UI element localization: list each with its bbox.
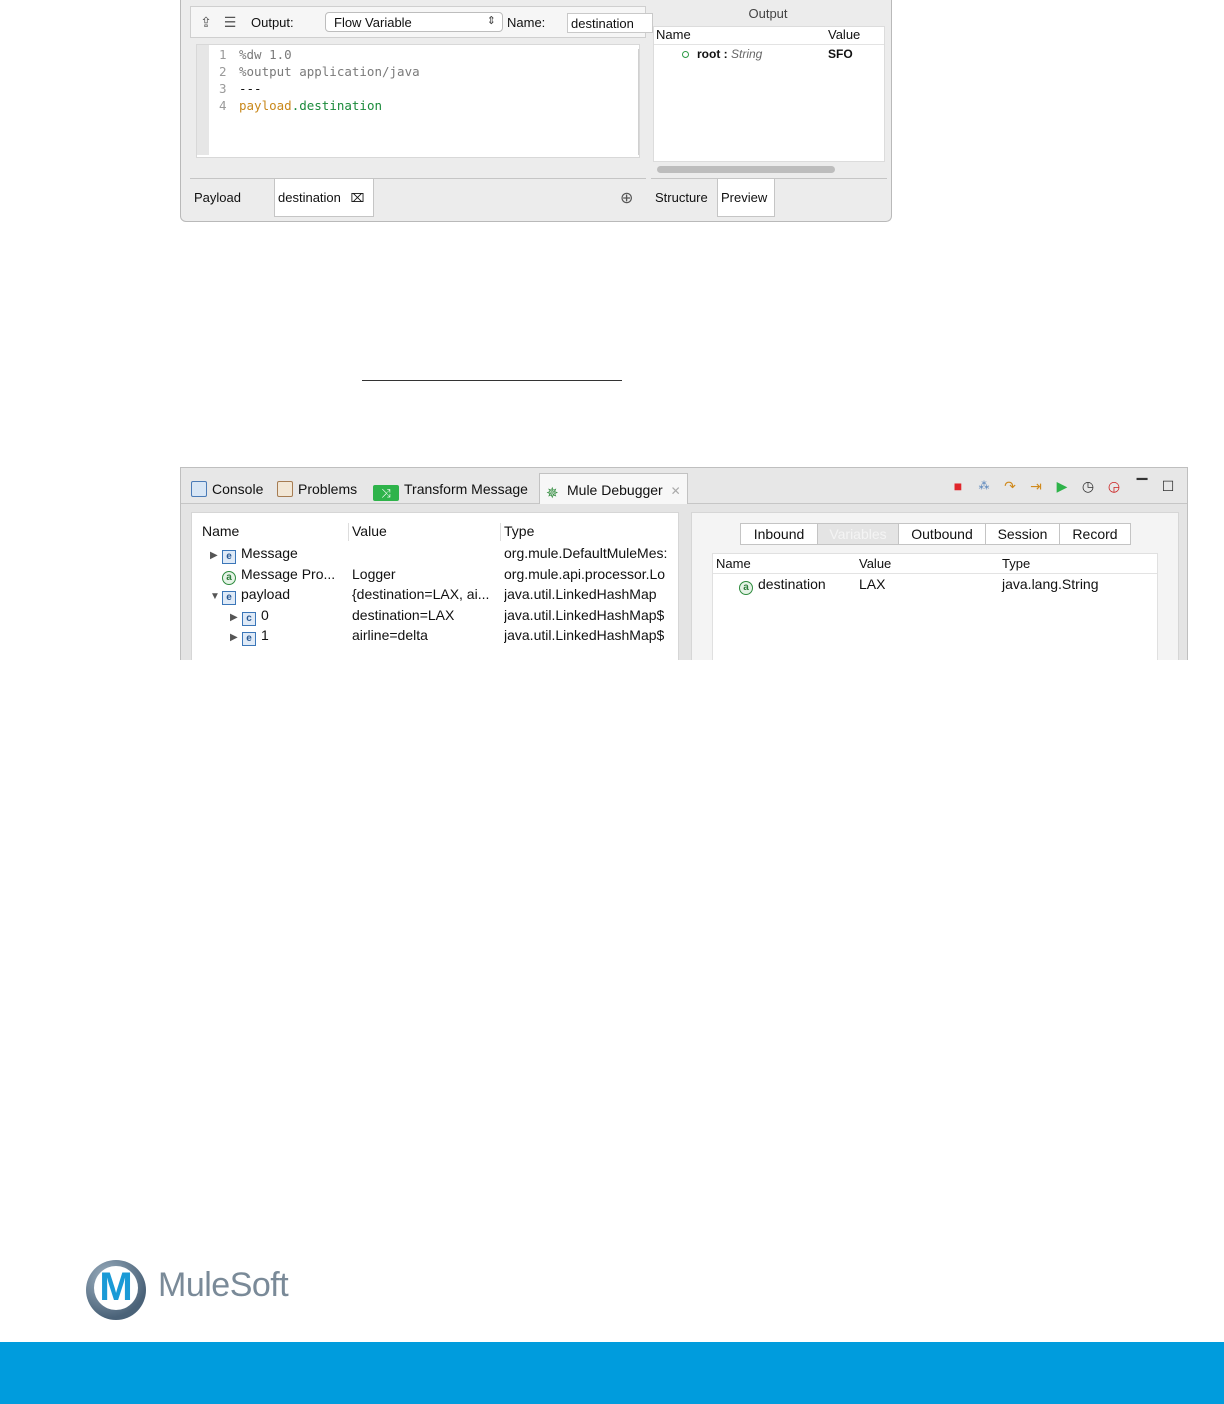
tree-row[interactable]: ▼ e payload xyxy=(210,586,291,603)
output-label: Output: xyxy=(251,15,294,30)
variable-name-input[interactable]: destination xyxy=(567,13,653,33)
script-editor-pane xyxy=(181,0,647,220)
transform-message-panel xyxy=(180,0,892,222)
cell-type: org.mule.api.processor.Lo xyxy=(504,566,666,582)
console-icon xyxy=(191,481,207,497)
debugger-bug-icon: ✵ xyxy=(546,485,559,502)
divider-line xyxy=(362,380,622,381)
code-line: 4 payload.destination xyxy=(219,98,382,113)
segment-inbound[interactable]: Inbound xyxy=(740,523,818,545)
add-tab-icon[interactable]: ⊕ xyxy=(620,190,634,207)
tree-row[interactable]: ▶ e 1 xyxy=(230,627,269,644)
clock-stop-icon[interactable]: ◶ xyxy=(1107,478,1121,494)
code-line: 3 --- xyxy=(219,81,262,96)
problems-icon xyxy=(277,481,293,497)
upload-icon[interactable]: ⇪ xyxy=(200,14,212,30)
expand-arrow-icon[interactable]: ▶ xyxy=(230,612,238,623)
debugger-window xyxy=(180,467,1188,660)
output-preview-pane xyxy=(651,0,891,220)
cell-type: java.util.LinkedHashMap xyxy=(504,586,657,602)
output-type-select[interactable] xyxy=(325,12,503,32)
tab-problems[interactable]: Problems xyxy=(271,473,363,504)
tab-transform-message[interactable]: ⤨ Transform Message xyxy=(367,473,534,504)
cell-type: org.mule.DefaultMuleMes: xyxy=(504,545,668,561)
transform-icon: ⤨ xyxy=(373,485,399,501)
evaluate-expression-icon[interactable]: ⁂ xyxy=(978,480,990,492)
segment-session[interactable]: Session xyxy=(985,523,1060,545)
row-value: SFO xyxy=(828,47,853,61)
segment-record[interactable]: Record xyxy=(1059,523,1131,545)
step-into-icon[interactable]: ⇥ xyxy=(1030,478,1042,494)
cell-value: airline=delta xyxy=(352,627,428,643)
m-letter-icon: M xyxy=(99,1265,133,1309)
node-icon xyxy=(682,51,689,58)
column-header-value: Value xyxy=(352,523,387,539)
minimize-icon[interactable]: ▔ xyxy=(1136,478,1148,494)
column-header-type: Type xyxy=(504,523,535,539)
element-icon: e xyxy=(222,591,236,605)
name-label: Name: xyxy=(507,15,546,30)
tree-row[interactable]: root : String xyxy=(682,47,762,61)
cell-value: destination=LAX xyxy=(352,607,455,623)
list-icon[interactable]: ☰ xyxy=(223,14,237,30)
close-tab-icon[interactable]: ⌧ xyxy=(350,191,365,205)
column-header-value: Value xyxy=(859,556,892,571)
tab-structure[interactable]: Structure xyxy=(655,190,708,205)
expand-arrow-icon[interactable]: ▶ xyxy=(210,550,218,561)
column-header-name: Name xyxy=(716,556,751,571)
expand-arrow-icon[interactable]: ▶ xyxy=(230,632,238,643)
tree-row[interactable]: a Message Pro... xyxy=(222,566,335,585)
cell-value: LAX xyxy=(859,576,886,592)
cell-value: {destination=LAX, ai... xyxy=(352,586,490,602)
element-icon: e xyxy=(242,632,256,646)
step-over-icon[interactable]: ↷ xyxy=(1004,478,1016,494)
select-arrows-icon: ⇕ xyxy=(486,15,496,27)
cell-type: java.util.LinkedHashMap$ xyxy=(504,607,665,623)
tree-row[interactable]: ▶ c 0 xyxy=(230,607,269,624)
footer-bar xyxy=(0,1342,1224,1404)
column-header-type: Type xyxy=(1002,556,1031,571)
attribute-icon: a xyxy=(739,581,753,595)
element-icon: c xyxy=(242,612,256,626)
input-tabs xyxy=(190,178,646,218)
code-line: 1 %dw 1.0 xyxy=(219,47,292,62)
maximize-icon[interactable]: ☐ xyxy=(1161,478,1175,494)
tab-preview[interactable]: Preview xyxy=(717,179,775,217)
tab-payload[interactable]: Payload xyxy=(194,190,241,205)
tab-console[interactable]: Console xyxy=(185,473,269,504)
tree-row[interactable]: ▶ e Message xyxy=(210,545,298,562)
variables-table xyxy=(712,553,1158,660)
transform-toolbar xyxy=(190,6,646,38)
attribute-icon: a xyxy=(222,571,236,585)
variables-pane xyxy=(691,512,1179,660)
tab-destination-label: destination xyxy=(278,190,341,205)
collapse-arrow-icon[interactable]: ▼ xyxy=(210,591,220,602)
clock-icon[interactable]: ◷ xyxy=(1081,478,1095,494)
logo-wordmark: MuleSoft xyxy=(158,1266,289,1304)
column-header-value: Value xyxy=(828,27,861,42)
tab-mule-debugger[interactable]: ✵ Mule Debugger ✕ xyxy=(539,473,688,504)
view-tab-bar xyxy=(181,468,1188,504)
output-title: Output xyxy=(748,6,788,21)
variable-row[interactable]: a destination xyxy=(739,576,826,595)
tab-destination[interactable] xyxy=(274,179,374,217)
message-tree xyxy=(191,512,679,660)
column-header-name: Name xyxy=(202,523,240,539)
mulesoft-logo xyxy=(86,1258,306,1322)
horizontal-scrollbar[interactable] xyxy=(657,166,835,173)
close-tab-icon[interactable]: ✕ xyxy=(670,484,681,498)
output-tree-table xyxy=(653,26,885,162)
segment-variables[interactable]: Variables xyxy=(817,523,899,545)
element-icon: e xyxy=(222,550,236,564)
resume-icon[interactable]: ▶ xyxy=(1056,478,1068,494)
view-tabs xyxy=(651,178,887,218)
column-header-name: Name xyxy=(656,27,691,42)
cell-type: java.lang.String xyxy=(1002,576,1099,592)
code-line: 2 %output application/java xyxy=(219,64,420,79)
code-editor[interactable] xyxy=(196,44,640,158)
segment-outbound[interactable]: Outbound xyxy=(898,523,986,545)
cell-value: Logger xyxy=(352,566,396,582)
output-type-value: Flow Variable xyxy=(334,15,412,30)
stop-icon[interactable]: ■ xyxy=(953,478,963,494)
editor-gutter xyxy=(197,45,209,155)
cell-type: java.util.LinkedHashMap$ xyxy=(504,627,665,643)
editor-scrollbar[interactable] xyxy=(638,49,639,155)
